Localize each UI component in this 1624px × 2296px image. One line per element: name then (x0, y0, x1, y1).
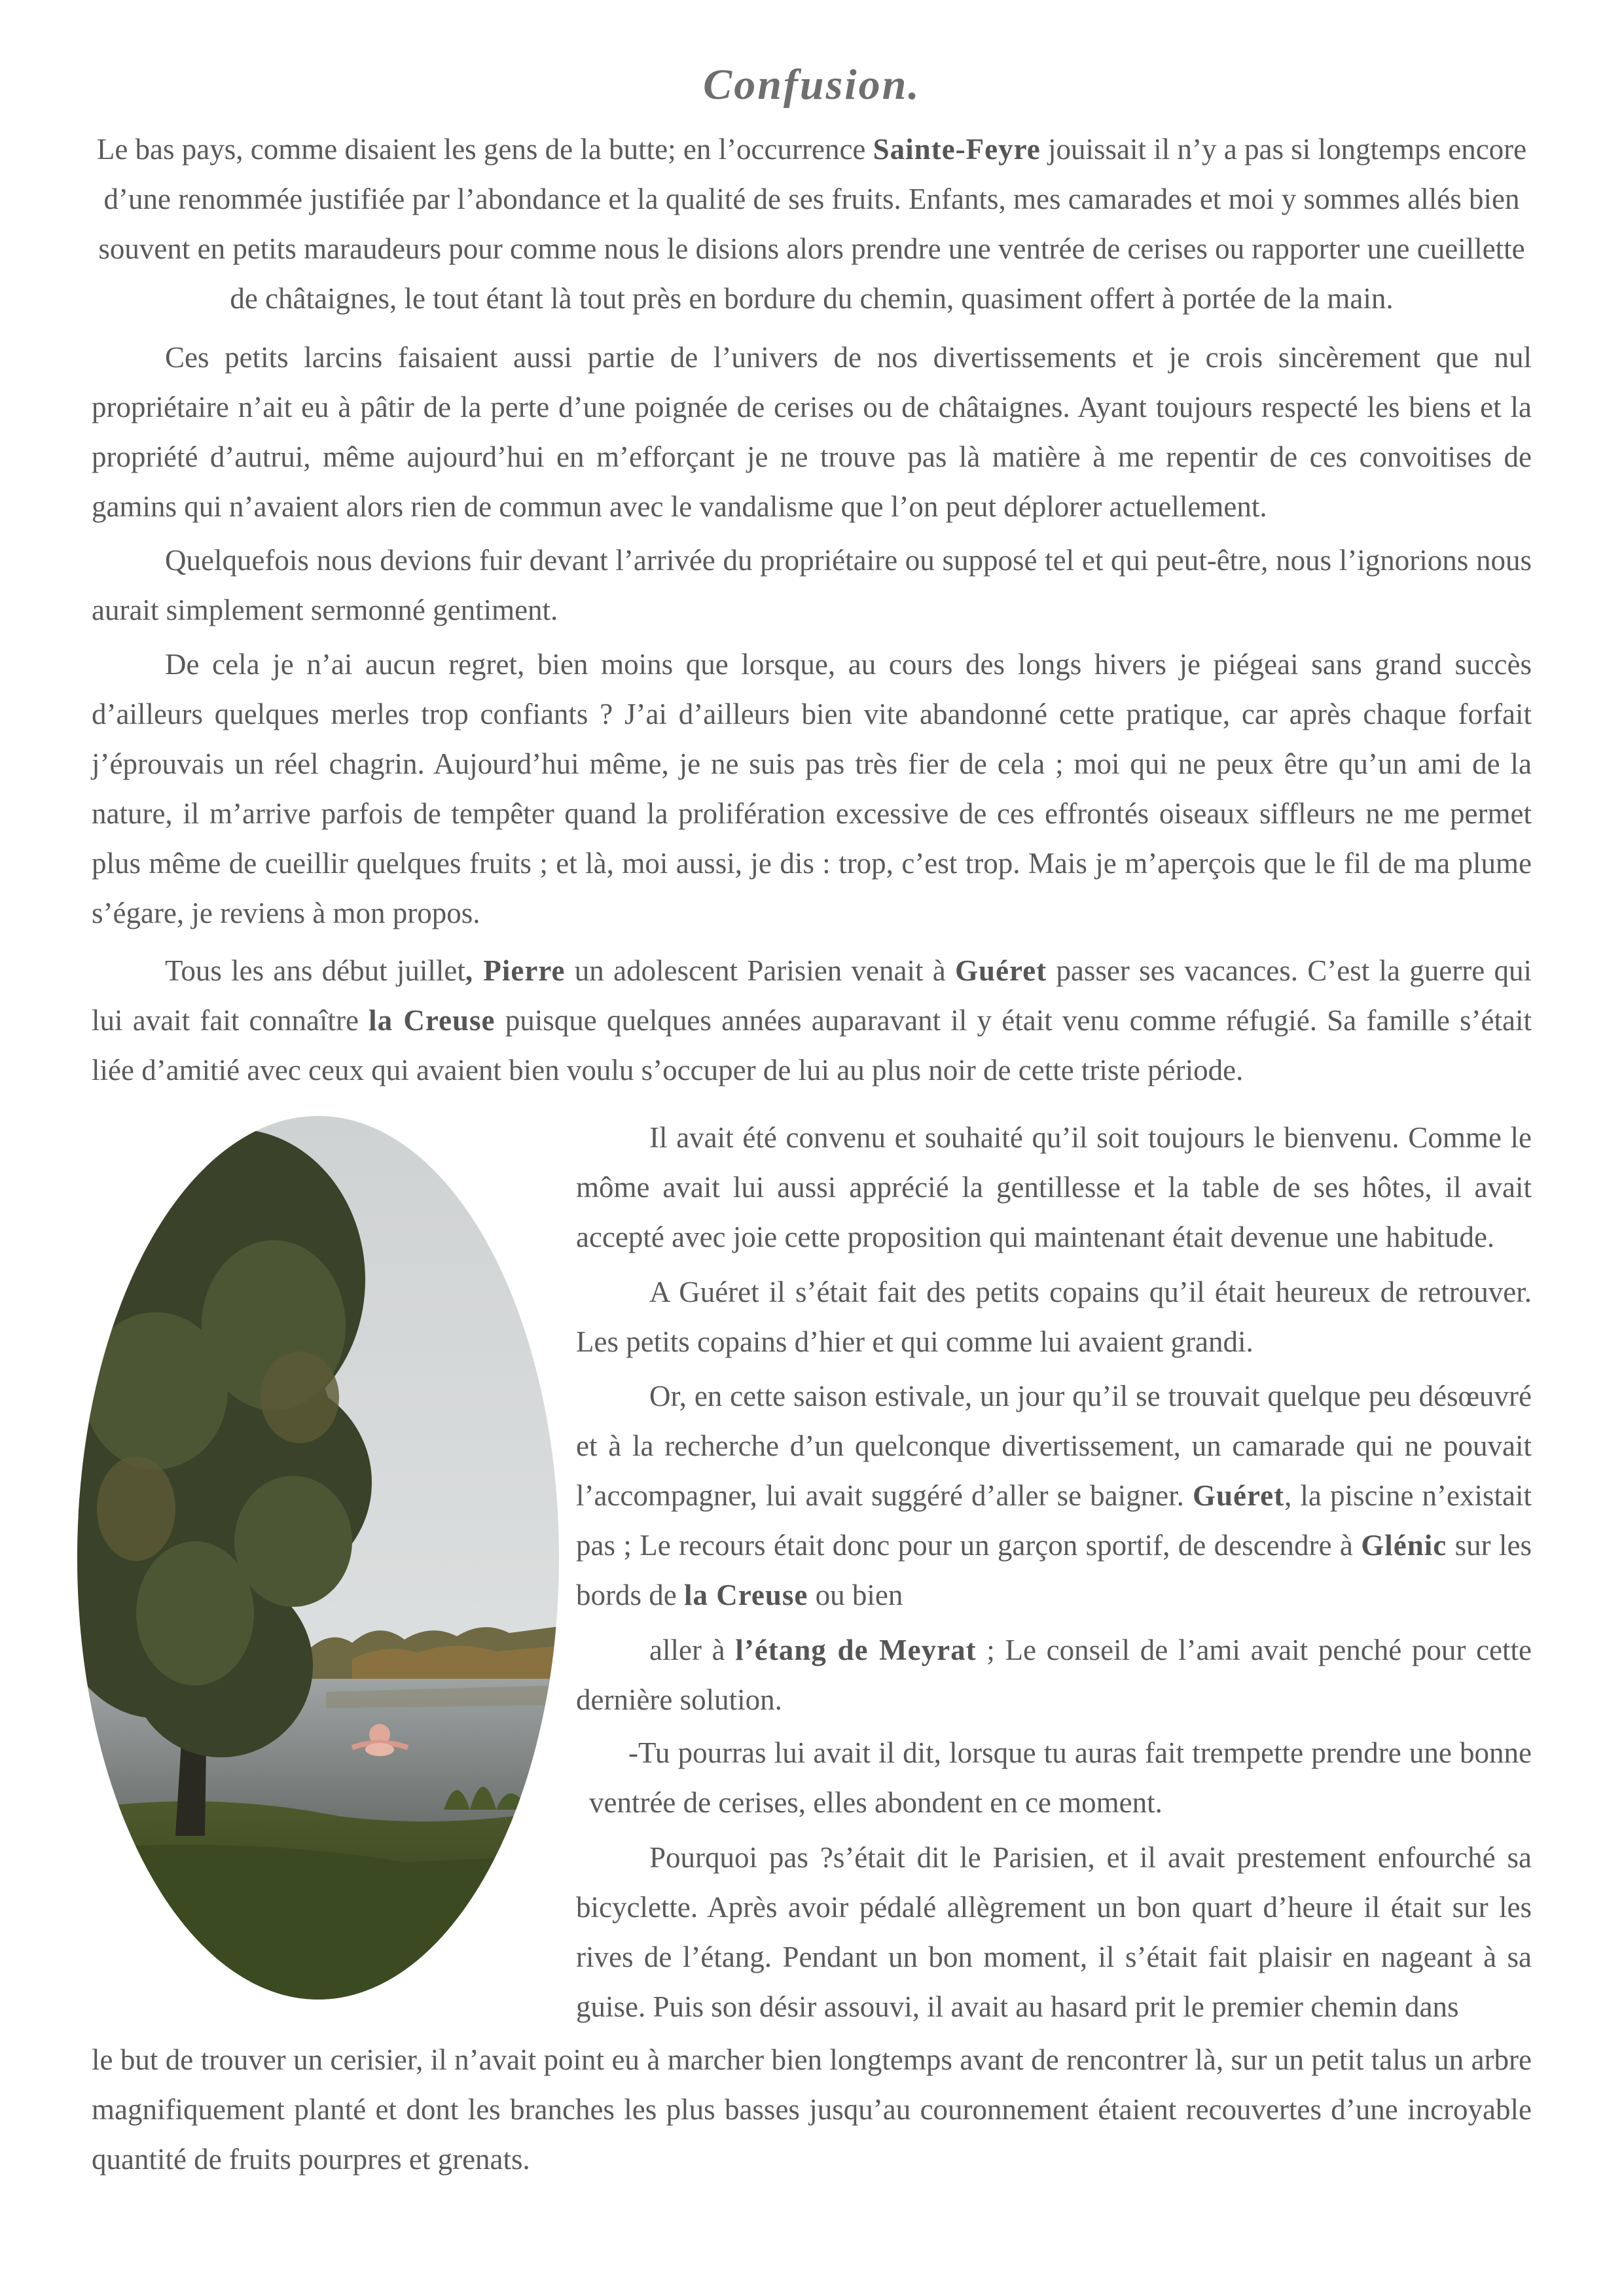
place-name: la Creuse (369, 1004, 496, 1037)
place-name: Guéret (1192, 1479, 1285, 1512)
place-name: la Creuse (683, 1579, 808, 1611)
paragraph-3: Quelquefois nous devions fuir devant l’arrivée du propriétaire ou supposé tel et qui peut-être, nous l’ignorions nous aurait simplement sermonné gentiment. (92, 544, 1532, 626)
paragraph-11: Pourquoi pas ?s’était dit le Parisien, et il avait prestement enfourché sa bicyclette. Après avoir pédalé allègrement un bon quart d’heure il était sur les rives de l’étang. Pendant un bon moment, il s’était fait plaisir en nageant à sa guise. Puis son désir assouvi, il avait au hasard prit le premier chemin dans (576, 1841, 1532, 2023)
paragraph-7: A Guéret il s’était fait des petits copains qu’il était heureux de retrouver. Les petits copains d’hier et qui comme lui avaient grandi. (576, 1276, 1532, 1358)
paragraph-8: Or, en cette saison estivale, un jour qu’il se trouvait quelque peu désœuvré et à la recherche d’un quelconque divertissement, un camarade qui ne pouvait l’accompagner, lui avait suggéré d’aller se baigner. Guéret, la piscine n’existait pas ; Le recours était donc pour un garçon sportif, de descendre à Glénic sur les bords de la Creuse ou bien (576, 1380, 1532, 1611)
paragraph-2: Ces petits larcins faisaient aussi partie de l’univers de nos divertissements et je crois sincèrement que nul propriétaire n’ait eu à pâtir de la perte d’une poignée de cerises ou de châtaignes. Ayant toujours respecté les biens et la propriété d’autrui, même aujourd’hui en m’efforçant je ne trouve pas là matière à me repentir de ces convoitises de gamins qui n’avaient alors rien de commun avec le vandalisme que l’on peut déplorer actuellement. (92, 341, 1532, 523)
paragraph-10: -Tu pourras lui avait il dit, lorsque tu auras fait trempette prendre une bonne ventrée de cerises, elles abondent en ce moment. (589, 1736, 1532, 1819)
paragraph-12: le but de trouver un cerisier, il n’avait point eu à marcher bien longtemps avant de rencontrer là, sur un petit talus un arbre magnifiquement planté et dont les branches les plus basses jusqu’au couronnement étaient recouvertes d’une incroyable quantité de fruits pourpres et grenats. (92, 2043, 1532, 2176)
paragraph-5: Tous les ans début juillet, Pierre un adolescent Parisien venait à Guéret passer ses vacances. C’est la guerre qui lui avait fait connaître la Creuse puisque quelques années auparavant il y était venu comme réfugié. Sa famille s’était liée d’amitié avec ceux qui avaient bien voulu s’occuper de lui au plus noir de cette triste période. (92, 954, 1532, 1086)
paragraph-9: aller à l’étang de Meyrat ; Le conseil de l’ami avait penché pour cette dernière solution. (576, 1634, 1532, 1716)
page-title: Confusion. (703, 61, 921, 109)
paragraph-1: Le bas pays, comme disaient les gens de la butte; en l’occurrence Sainte-Feyre jouissait il n’y a pas si longtemps encore d’une renommée justifiée par l’abondance et la qualité de ses fruits. Enfants, mes camarades et moi y sommes allés bien souvent en petits maraudeurs pour comme nous le disions alors prendre une ventrée de cerises ou rapporter une cueillette de châtaignes, le tout étant là tout près en bordure du chemin, quasiment offert à portée de la main. (96, 133, 1527, 315)
person-name: , Pierre (465, 954, 566, 987)
place-name: Guéret (954, 954, 1047, 987)
paragraph-4: De cela je n’ai aucun regret, bien moins que lorsque, au cours des longs hivers je piégeai sans grand succès d’ailleurs quelques merles trop confiants ? J’ai d’ailleurs bien vite abandonné cette pratique, car après chaque forfait j’éprouvais un réel chagrin. Aujourd’hui même, je ne suis pas très fier de cela ; moi qui ne peux être qu’un ami de la nature, il m’arrive parfois de tempêter quand la prolifération excessive de ces effrontés oiseaux siffleurs ne me permet plus même de cueillir quelques fruits ; et là, moi aussi, je dis : trop, c’est trop. Mais je m’aperçois que le fil de ma plume s’égare, je reviens à mon propos. (92, 648, 1532, 929)
paragraph-6: Il avait été convenu et souhaité qu’il soit toujours le bienvenu. Comme le môme avait lui aussi apprécié la gentillesse et la table de ses hôtes, il avait accepté avec joie cette proposition qui maintenant était devenue une habitude. (576, 1121, 1532, 1253)
pond-photo (77, 1116, 559, 2000)
place-name: Sainte-Feyre (873, 133, 1041, 166)
place-name: l’étang de Meyrat (735, 1634, 977, 1666)
place-name: Glénic (1361, 1529, 1447, 1562)
